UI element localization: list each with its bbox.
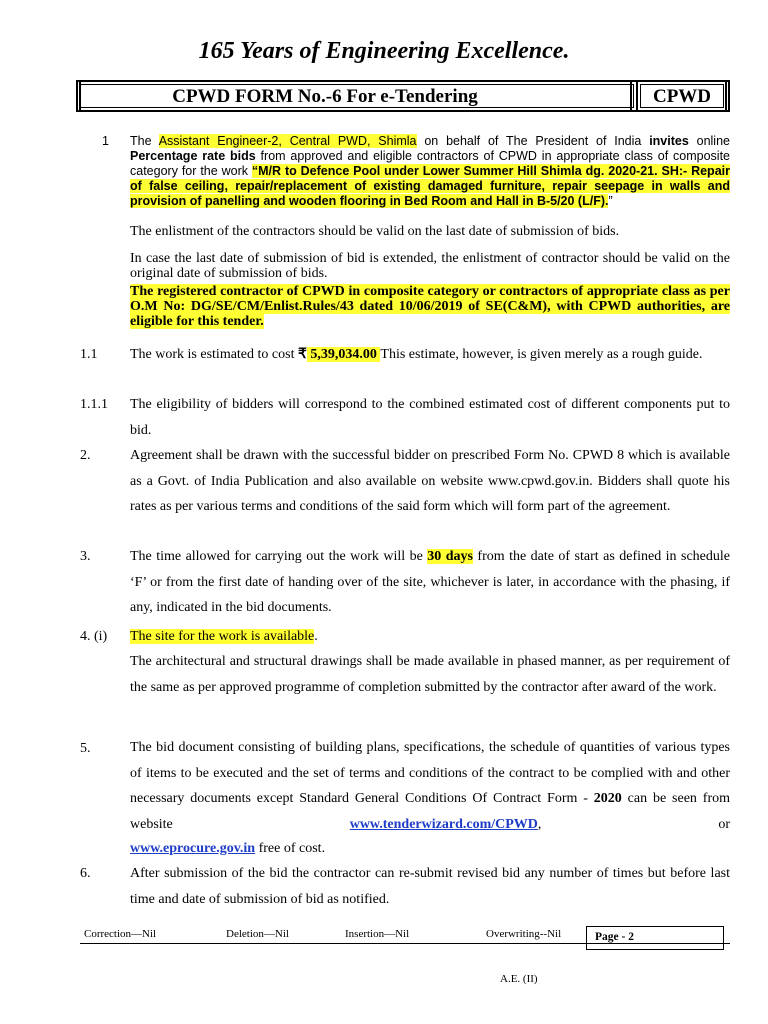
para-estimate: The work is estimated to cost ₹ 5,39,034.00 This estimate, however, is given merely as a rough guide. (130, 347, 703, 362)
para-number: 1 (102, 134, 109, 148)
header-right-rule (725, 80, 730, 112)
para-extended-date: In case the last date of submission of bid is extended, the enlistment of contractor should be valid on the original date of submission of bids. (130, 251, 730, 281)
footer-correction: Correction—Nil (84, 928, 157, 940)
page-number-box: Page - 2 (586, 926, 724, 950)
highlight-work-name: “M/R to Defence Pool under Lower Summer Hill Shimla dg. 2020-21. SH:- Repair of false ceiling, repair/replacement of existing damaged furniture, repair seepage in walls and provision of panelling and wooden flooring in Bed Room and Hall in B-5/20 (L/F). (130, 164, 730, 208)
tenderwizard-link[interactable]: www.tenderwizard.com/CPWD (349, 816, 538, 832)
rupee-icon: ₹ (297, 347, 307, 362)
form-title: CPWD FORM No.-6 For e-Tendering (172, 86, 478, 107)
para-site: The site for the work is available. (130, 629, 318, 644)
para-invitation: The Assistant Engineer-2, Central PWD, Shimla on behalf of The President of India invites online Percentage rate bids from approved and eligible contractors of CPWD in appropriate class of composite category for the work “M/R to Defence Pool under Lower Summer Hill Shimla dg. 2020-21. SH:- Repair of false ceiling, repair/replacement of existing damaged furniture, repair seepage in walls and provision of panelling and wooden flooring in Bed Room and Hall in B-5/20 (L/F).” (130, 134, 731, 208)
header-mid-rule (630, 80, 638, 112)
para-eligibility: The eligibility of bidders will correspond to the combined estimated cost of different components put to bid. (130, 397, 730, 438)
para-number: 5. (80, 741, 91, 756)
para-number: 4. (i) (80, 629, 108, 644)
para-agreement: Agreement shall be drawn with the successful bidder on prescribed Form No. CPWD 8 which is available as a Govt. of India Publication and also available on website www.cpwd.gov.in. Bidders shall quote his rates as per various terms and conditions of the said form which will form part of the agreement. (130, 448, 730, 514)
para-time-allowed: The time allowed for carrying out the work will be 30 days from the date of start as defined in schedule ‘F’ or from the first date of handing over of the site, whichever is later, in accordance with the phasing, if any, indicated in the bid documents. (130, 549, 730, 615)
para-number: 1.1 (80, 347, 98, 362)
para-bid-document: The bid document consisting of building plans, specifications, the schedule of quantities of various types of items to be executed and the set of terms and conditions of the contract to be complied with and other necessary documents except Standard General Conditions Of Contract Form - 2020 can be seen from website www.tenderwizard.com/CPWD, or (130, 740, 731, 832)
page-heading: 165 Years of Engineering Excellence. (198, 38, 570, 64)
footer-deletion: Deletion—Nil (226, 928, 289, 940)
para-resubmit: After submission of the bid the contractor can re-submit revised bid any number of times but before last time and date of submission of bid as notified. (130, 866, 730, 907)
para-number: 2. (80, 448, 91, 463)
para-registered-contractor: The registered contractor of CPWD in composite category or contractors of appropriate class as per O.M No: DG/SE/CM/Enlist.Rules/43 dated 10/06/2019 of SE(C&M), with CPWD authorities, are eligible for this tender. (130, 284, 730, 329)
highlight-site: The site for the work is available (130, 629, 315, 644)
highlight-days: 30 days (427, 549, 473, 564)
para-bid-document-cont: www.eprocure.gov.in free of cost. (130, 841, 326, 856)
highlight-authority: Assistant Engineer-2, Central PWD, Shimla (158, 134, 417, 148)
eprocure-link[interactable]: www.eprocure.gov.in (130, 841, 256, 856)
signature-designation: A.E. (II) (500, 973, 538, 985)
footer-insertion: Insertion—Nil (345, 928, 410, 940)
cpwd-label: CPWD (652, 86, 712, 107)
para-drawings: The architectural and structural drawings shall be made available in phased manner, as per requirement of the same as per approved programme of completion submitted by the contractor after award of the work. (130, 654, 730, 695)
para-enlistment: The enlistment of the contractors should be valid on the last date of submission of bids. (130, 224, 620, 239)
para-number: 6. (80, 866, 91, 881)
para-number: 1.1.1 (80, 397, 108, 412)
para-number: 3. (80, 549, 91, 564)
footer-overwriting: Overwriting--Nil (486, 928, 562, 940)
highlight-amount: 5,39,034.00 (306, 347, 381, 362)
